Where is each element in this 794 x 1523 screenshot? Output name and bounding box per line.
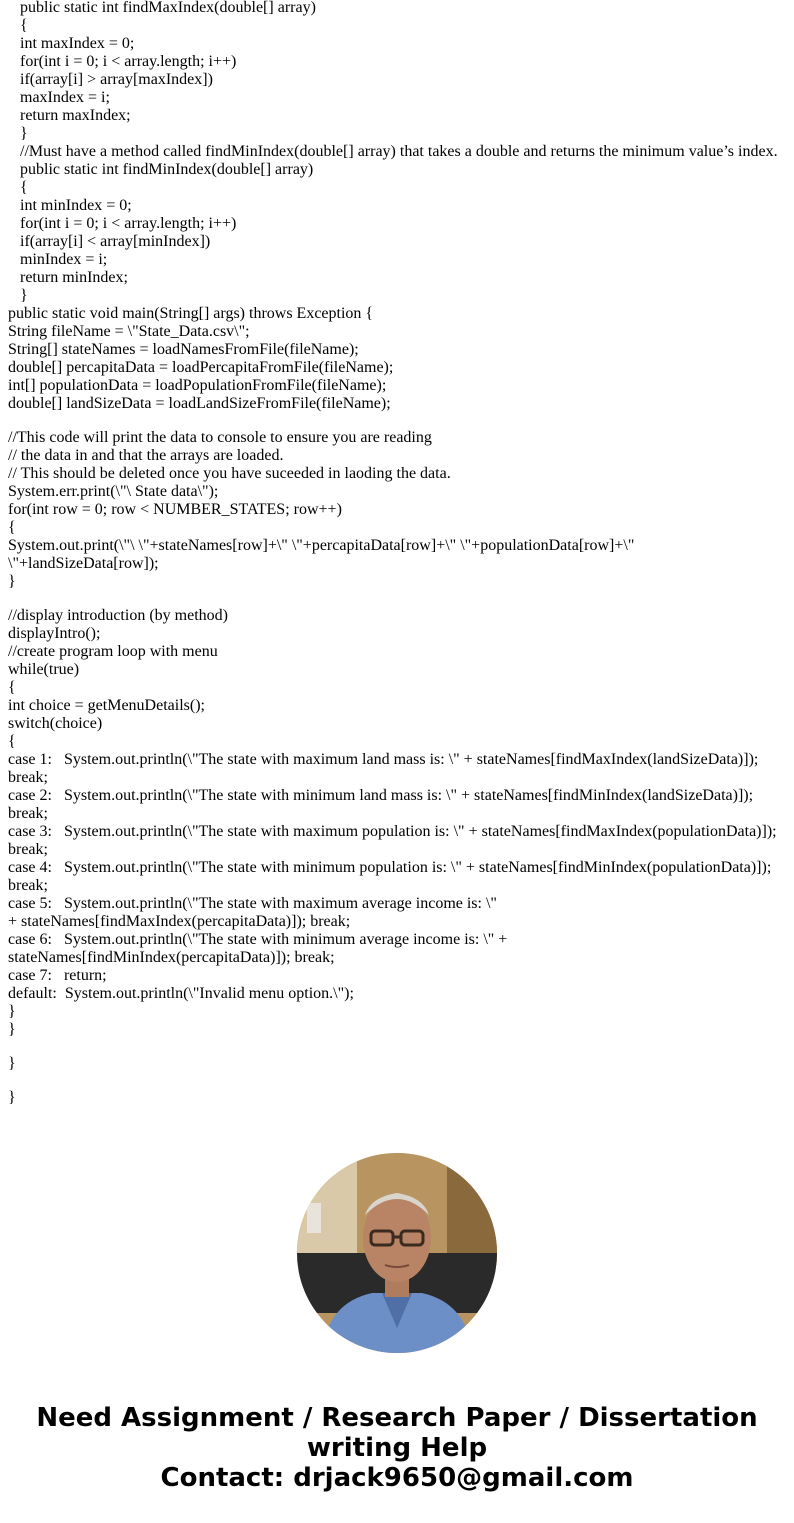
code-line: }	[8, 1089, 16, 1106]
code-line: int maxIndex = 0;	[20, 35, 135, 52]
code-line: case 4: System.out.println(\"The state with minimum population is: \" + stateNames[findMinIndex(populationData)]); break;	[8, 859, 776, 894]
avatar-photo	[297, 1153, 497, 1353]
code-line: int choice = getMenuDetails();	[8, 697, 205, 714]
code-line: for(int i = 0; i < array.length; i++)	[20, 215, 237, 232]
code-line: default: System.out.println(\"Invalid menu option.\");	[8, 985, 354, 1002]
promo-headline: Need Assignment / Research Paper / Dissertation	[36, 1403, 758, 1433]
code-line: if(array[i] < array[minIndex])	[20, 233, 211, 250]
code-line: {	[8, 733, 16, 750]
code-line: switch(choice)	[8, 715, 103, 732]
code-line: for(int i = 0; i < array.length; i++)	[20, 53, 237, 70]
code-line: public static void main(String[] args) throws Exception {	[8, 305, 374, 322]
code-line: System.out.print(\"\ \"+stateNames[row]+\" \"+percapitaData[row]+\" \"+populationData[row]+\" \"+landSizeData[row]);	[8, 537, 639, 572]
code-comment: // This should be deleted once you have suceeded in laoding the data.	[8, 465, 451, 482]
code-comment: //This code will print the data to console to ensure you are reading	[8, 429, 432, 446]
code-line: return maxIndex;	[20, 107, 131, 124]
code-line: public static int findMinIndex(double[] array)	[20, 161, 314, 178]
code-line: int[] populationData = loadPopulationFromFile(fileName);	[8, 377, 387, 394]
code-line: {	[20, 17, 28, 34]
code-line: }	[8, 1055, 16, 1072]
code-line: {	[20, 179, 28, 196]
code-line: case 6: System.out.println(\"The state with minimum average income is: \" + stateNames[findMinIndex(percapitaData)]); break;	[8, 931, 512, 966]
promo-subheadline: writing Help	[306, 1433, 488, 1463]
promo-contact: Contact: drjack9650@gmail.com	[160, 1463, 634, 1493]
code-line: minIndex = i;	[20, 251, 108, 268]
code-line: double[] percapitaData = loadPercapitaFromFile(fileName);	[8, 359, 394, 376]
code-line: case 2: System.out.println(\"The state with minimum land mass is: \" + stateNames[findMinIndex(landSizeData)]); break;	[8, 787, 758, 822]
code-line: int minIndex = 0;	[20, 197, 132, 214]
code-line: return minIndex;	[20, 269, 128, 286]
code-line: maxIndex = i;	[20, 89, 110, 106]
code-line: System.err.print(\"\ State data\");	[8, 483, 219, 500]
code-line: }	[8, 573, 16, 590]
code-line: case 3: System.out.println(\"The state with maximum population is: \" + stateNames[findMaxIndex(populationData)]); break;	[8, 823, 781, 858]
code-line: case 7: return;	[8, 967, 107, 984]
code-line: String[] stateNames = loadNamesFromFile(fileName);	[8, 341, 359, 358]
code-listing	[8, 0, 788, 1107]
code-line: }	[8, 1021, 16, 1038]
code-line: for(int row = 0; row < NUMBER_STATES; row++)	[8, 501, 342, 518]
code-line: {	[8, 519, 16, 536]
code-line: }	[20, 287, 28, 304]
code-line: public static int findMaxIndex(double[] array)	[20, 0, 316, 16]
promo-banner	[0, 1403, 794, 1493]
code-line: {	[8, 679, 16, 696]
code-line: case 5: System.out.println(\"The state with maximum average income is: \" + stateNames[findMaxIndex(percapitaData)]); break;	[8, 895, 501, 930]
code-line: if(array[i] > array[maxIndex])	[20, 71, 213, 88]
code-line: while(true)	[8, 661, 80, 678]
code-line: String fileName = \"State_Data.csv\";	[8, 323, 250, 340]
code-line: displayIntro();	[8, 625, 101, 642]
code-line: }	[20, 125, 28, 142]
code-comment: //Must have a method called findMinIndex(double[] array) that takes a double and returns the minimum value’s index.	[20, 143, 778, 160]
code-comment: // the data in and that the arrays are loaded.	[8, 447, 284, 464]
code-line: case 1: System.out.println(\"The state with maximum land mass is: \" + stateNames[findMaxIndex(landSizeData)]); break;	[8, 751, 763, 786]
code-line: }	[8, 1003, 16, 1020]
avatar	[297, 1153, 497, 1353]
code-comment: //create program loop with menu	[8, 643, 218, 660]
code-comment: //display introduction (by method)	[8, 607, 228, 624]
code-line: double[] landSizeData = loadLandSizeFromFile(fileName);	[8, 395, 391, 412]
